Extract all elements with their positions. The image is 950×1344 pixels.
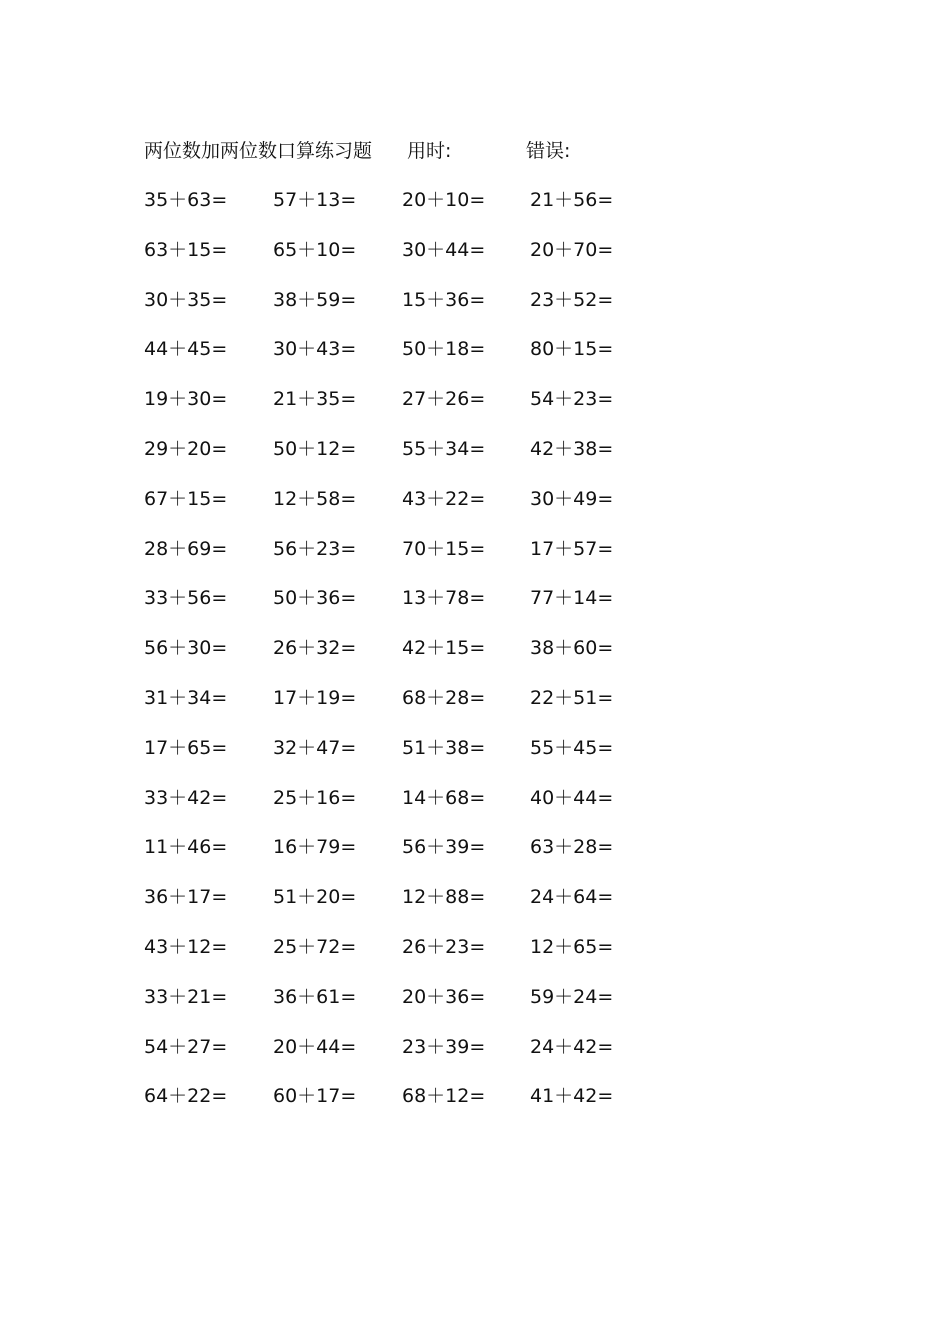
problem-item: 31＋34= bbox=[144, 686, 228, 709]
problem-item: 77＋14= bbox=[530, 587, 614, 610]
problem-item: 38＋60= bbox=[530, 637, 614, 660]
problem-item: 67＋15= bbox=[144, 487, 228, 510]
problem-item: 20＋44= bbox=[273, 1035, 357, 1058]
problem-item: 55＋34= bbox=[402, 437, 486, 460]
problem-item: 25＋72= bbox=[273, 935, 357, 958]
problem-item: 63＋15= bbox=[144, 238, 228, 261]
problem-item: 16＋79= bbox=[273, 836, 357, 859]
problem-row bbox=[144, 335, 704, 385]
problem-item: 56＋30= bbox=[144, 637, 228, 660]
problem-item: 26＋23= bbox=[402, 935, 486, 958]
problem-item: 36＋61= bbox=[273, 985, 357, 1008]
problem-item: 63＋28= bbox=[530, 836, 614, 859]
problem-item: 56＋39= bbox=[402, 836, 486, 859]
problem-item: 17＋65= bbox=[144, 736, 228, 759]
problem-item: 54＋27= bbox=[144, 1035, 228, 1058]
problem-item: 20＋70= bbox=[530, 238, 614, 261]
problem-item: 50＋36= bbox=[273, 587, 357, 610]
problem-item: 68＋28= bbox=[402, 686, 486, 709]
problem-row bbox=[144, 286, 704, 336]
problem-item: 30＋44= bbox=[402, 238, 486, 261]
problem-item: 33＋42= bbox=[144, 786, 228, 809]
problem-item: 55＋45= bbox=[530, 736, 614, 759]
problem-item: 64＋22= bbox=[144, 1085, 228, 1108]
problem-row bbox=[144, 883, 704, 933]
problem-item: 13＋78= bbox=[402, 587, 486, 610]
problem-item: 23＋52= bbox=[530, 288, 614, 311]
problem-row bbox=[144, 684, 704, 734]
problem-item: 20＋36= bbox=[402, 985, 486, 1008]
problem-row bbox=[144, 385, 704, 435]
problem-item: 42＋15= bbox=[402, 637, 486, 660]
problem-item: 14＋68= bbox=[402, 786, 486, 809]
problem-item: 59＋24= bbox=[530, 985, 614, 1008]
problem-item: 68＋12= bbox=[402, 1085, 486, 1108]
problem-item: 12＋58= bbox=[273, 487, 357, 510]
problem-item: 51＋38= bbox=[402, 736, 486, 759]
problem-item: 24＋42= bbox=[530, 1035, 614, 1058]
problem-item: 27＋26= bbox=[402, 388, 486, 411]
problem-item: 35＋63= bbox=[144, 189, 228, 211]
problem-item: 25＋16= bbox=[273, 786, 357, 809]
problem-item: 50＋12= bbox=[273, 437, 357, 460]
problem-item: 70＋15= bbox=[402, 537, 486, 560]
problem-item: 50＋18= bbox=[402, 338, 486, 361]
problem-item: 22＋51= bbox=[530, 686, 614, 709]
problem-row bbox=[144, 634, 704, 684]
problem-row bbox=[144, 535, 704, 585]
problem-item: 29＋20= bbox=[144, 437, 228, 460]
problem-item: 54＋23= bbox=[530, 388, 614, 411]
problem-item: 38＋59= bbox=[273, 288, 357, 311]
problem-item: 51＋20= bbox=[273, 886, 357, 909]
time-label: 用时: bbox=[407, 140, 452, 162]
problem-grid bbox=[144, 186, 704, 1132]
problem-item: 43＋12= bbox=[144, 935, 228, 958]
problem-item: 26＋32= bbox=[273, 637, 357, 660]
problem-item: 19＋30= bbox=[144, 388, 228, 411]
problem-item: 33＋56= bbox=[144, 587, 228, 610]
problem-item: 21＋56= bbox=[530, 189, 614, 211]
problem-item: 44＋45= bbox=[144, 338, 228, 361]
problem-item: 57＋13= bbox=[273, 189, 357, 211]
problem-item: 23＋39= bbox=[402, 1035, 486, 1058]
problem-row bbox=[144, 1082, 704, 1132]
problem-row bbox=[144, 784, 704, 834]
problem-row bbox=[144, 435, 704, 485]
problem-item: 30＋35= bbox=[144, 288, 228, 311]
problem-item: 33＋21= bbox=[144, 985, 228, 1008]
problem-item: 20＋10= bbox=[402, 189, 486, 211]
problem-row bbox=[144, 485, 704, 535]
problem-item: 32＋47= bbox=[273, 736, 357, 759]
problem-item: 43＋22= bbox=[402, 487, 486, 510]
problem-item: 30＋43= bbox=[273, 338, 357, 361]
problem-item: 28＋69= bbox=[144, 537, 228, 560]
problem-item: 12＋65= bbox=[530, 935, 614, 958]
problem-item: 15＋36= bbox=[402, 288, 486, 311]
problem-item: 21＋35= bbox=[273, 388, 357, 411]
problem-item: 30＋49= bbox=[530, 487, 614, 510]
problem-row bbox=[144, 833, 704, 883]
problem-row bbox=[144, 584, 704, 634]
problem-item: 65＋10= bbox=[273, 238, 357, 261]
problem-item: 42＋38= bbox=[530, 437, 614, 460]
problem-item: 12＋88= bbox=[402, 886, 486, 909]
worksheet-title: 两位数加两位数口算练习题 bbox=[144, 140, 373, 162]
problem-row bbox=[144, 983, 704, 1033]
problem-item: 41＋42= bbox=[530, 1085, 614, 1108]
problem-item: 60＋17= bbox=[273, 1085, 357, 1108]
problem-item: 36＋17= bbox=[144, 886, 228, 909]
problem-item: 56＋23= bbox=[273, 537, 357, 560]
problem-row bbox=[144, 734, 704, 784]
problem-item: 80＋15= bbox=[530, 338, 614, 361]
problem-row bbox=[144, 236, 704, 286]
errors-label: 错误: bbox=[526, 140, 571, 162]
problem-row bbox=[144, 933, 704, 983]
problem-item: 11＋46= bbox=[144, 836, 228, 859]
problem-row bbox=[144, 1033, 704, 1083]
problem-item: 17＋19= bbox=[273, 686, 357, 709]
worksheet-header bbox=[144, 137, 844, 165]
problem-item: 40＋44= bbox=[530, 786, 614, 809]
problem-row bbox=[144, 186, 704, 236]
problem-item: 17＋57= bbox=[530, 537, 614, 560]
problem-item: 24＋64= bbox=[530, 886, 614, 909]
